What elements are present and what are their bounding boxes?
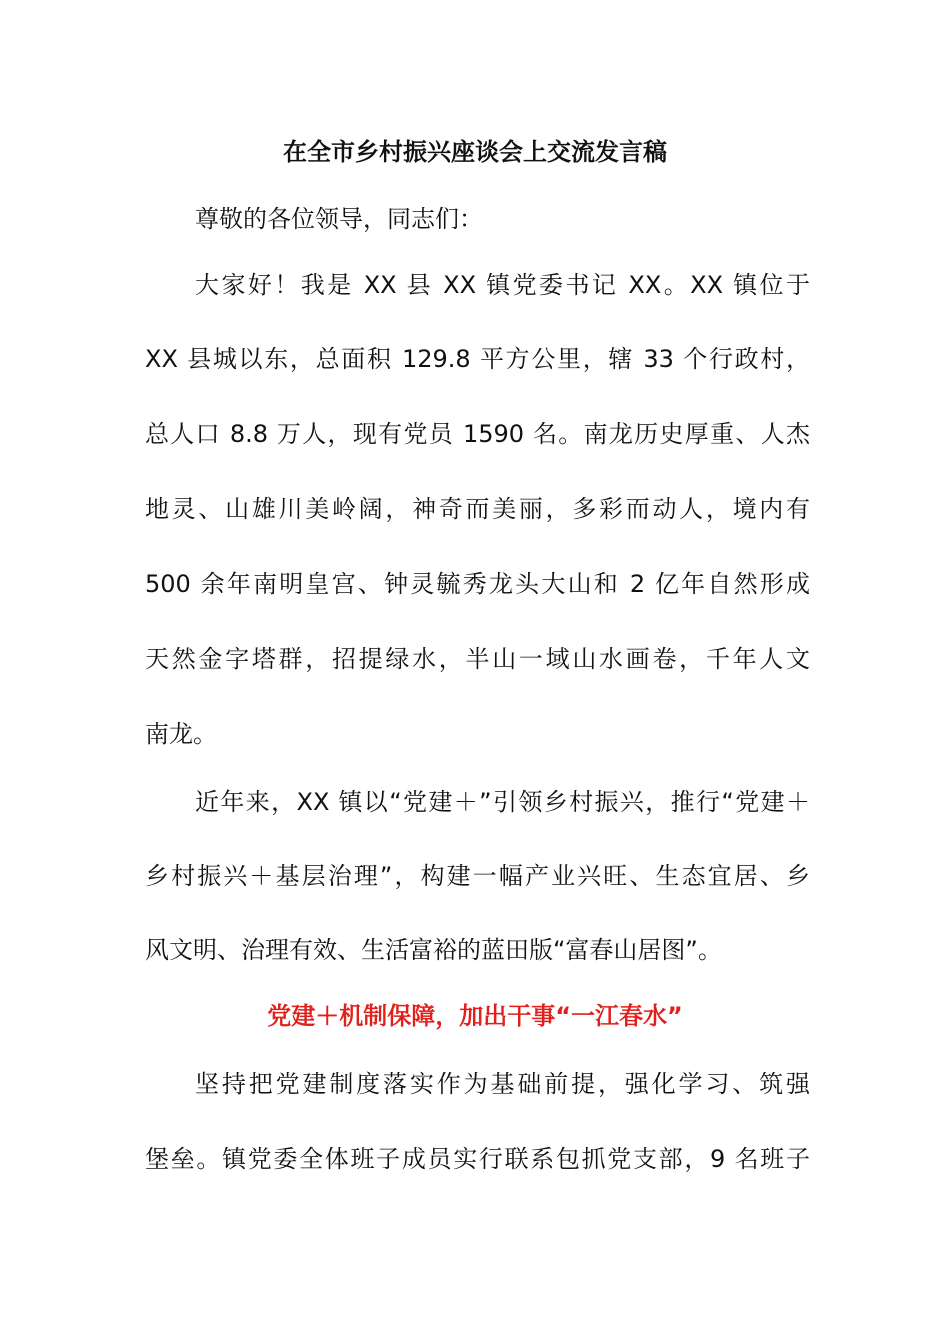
paragraph-line: 大家好！我是 XX 县 XX 镇党委书记 XX。XX 镇位于 — [195, 271, 810, 299]
paragraph-line: 总人口 8.8 万人，现有党员 1590 名。南龙历史厚重、人杰 — [145, 420, 810, 448]
paragraph-line: 天然金字塔群，招提绿水，半山一域山水画卷，千年人文 — [145, 645, 810, 673]
paragraph-line: 风文明、治理有效、生活富裕的蓝田版“富春山居图”。 — [145, 936, 722, 964]
document-title: 在全市乡村振兴座谈会上交流发言稿 — [283, 138, 667, 166]
paragraph-line: 500 余年南明皇宫、钟灵毓秀龙头大山和 2 亿年自然形成 — [145, 570, 810, 598]
paragraph-line: 乡村振兴＋基层治理”，构建一幅产业兴旺、生态宜居、乡 — [145, 862, 810, 890]
section-heading: 党建＋机制保障，加出干事“一江春水” — [267, 1002, 683, 1030]
greeting-line: 尊敬的各位领导，同志们： — [195, 205, 483, 233]
paragraph-line: 坚持把党建制度落实作为基础前提，强化学习、筑强 — [195, 1070, 810, 1098]
paragraph-line: 堡垒。镇党委全体班子成员实行联系包抓党支部，9 名班子 — [145, 1145, 810, 1173]
paragraph-line: XX 县城以东，总面积 129.8 平方公里，辖 33 个行政村， — [145, 345, 810, 373]
paragraph-line: 近年来，XX 镇以“党建＋”引领乡村振兴，推行“党建＋ — [195, 788, 810, 816]
paragraph-line: 地灵、山雄川美岭阔，神奇而美丽，多彩而动人，境内有 — [145, 495, 810, 523]
paragraph-line: 南龙。 — [145, 720, 217, 748]
